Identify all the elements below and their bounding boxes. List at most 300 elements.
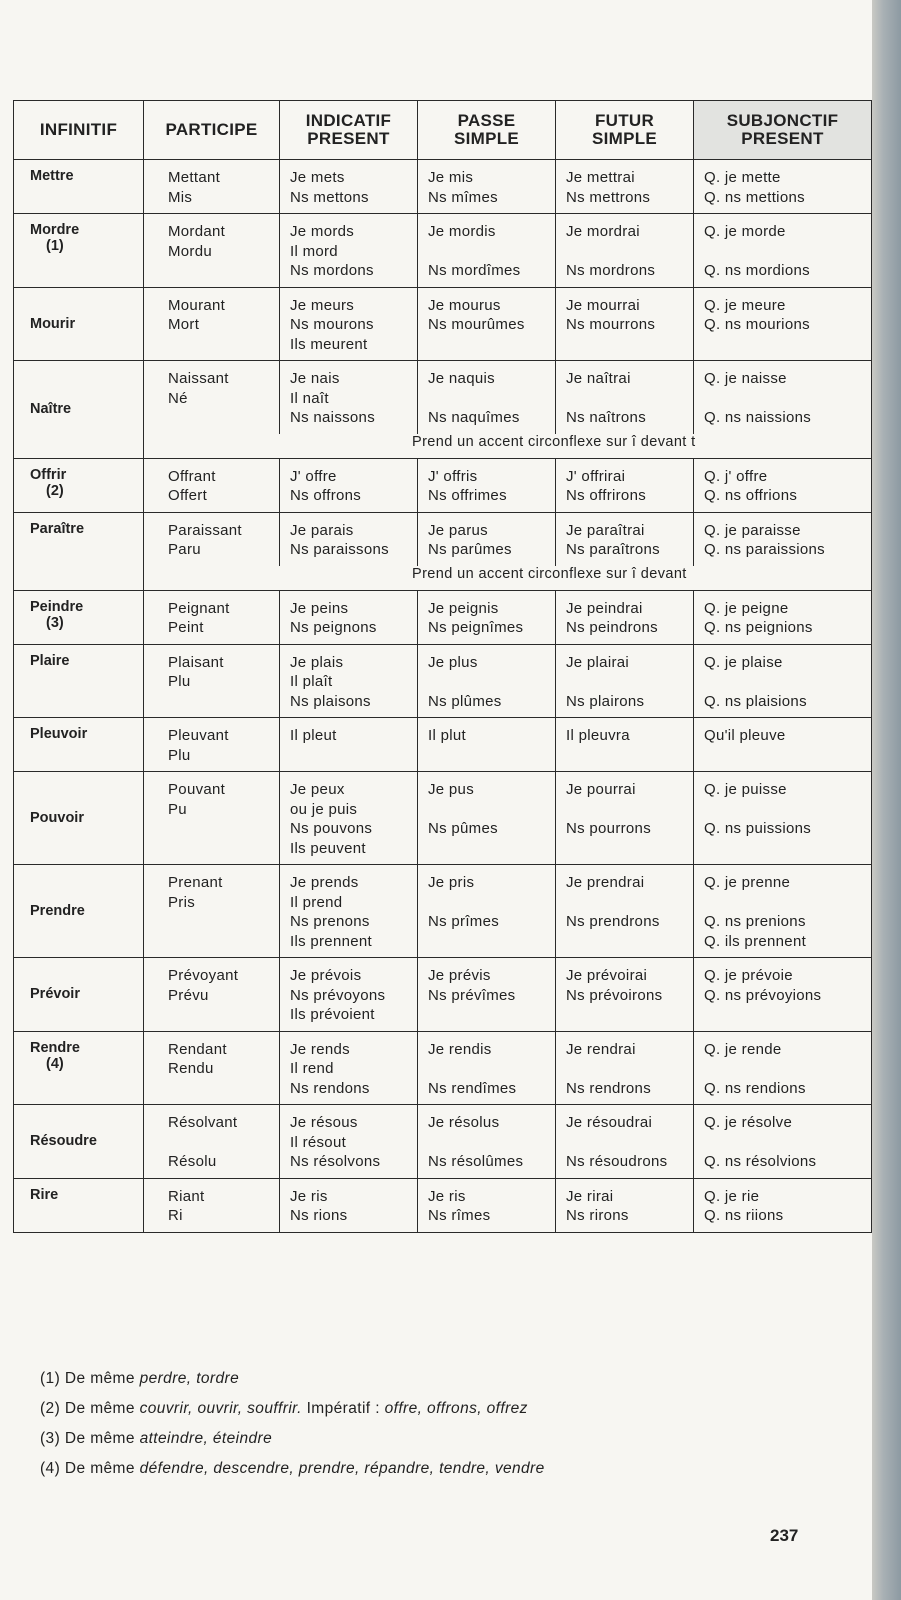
indicatif-cell [280,214,418,288]
passe-form: Ns résolûmes [428,1153,524,1170]
participe-cell [144,958,280,1032]
futur-cell [556,590,694,644]
verb-infinitive: Rire [30,1186,59,1203]
verb-infinitive: Peindre [30,598,84,615]
table-row [14,590,872,644]
indicatif-form: Ns mettons [290,188,369,206]
table-body [14,160,872,1233]
participe-cell [144,1031,280,1105]
participe-form: Offrant [168,467,216,485]
infinitif-cell [14,718,144,772]
indicatif-form: Je meurs [290,296,355,314]
participe-form: Rendant [168,1040,227,1058]
indicatif-form: Je rends [290,1040,350,1058]
indicatif-cell [280,772,418,865]
footnote-prefix: De même [64,1460,135,1477]
indicatif-form: Il naît [290,389,329,407]
subjonctif-form [704,1133,871,1153]
subjonctif-cell [694,512,872,566]
header-futur-line: FUTUR [594,111,655,130]
footnote [40,1454,545,1484]
subjonctif-form: Q. je morde [704,223,786,240]
footnote-mark: (2) [40,1400,61,1417]
futur-form: Ns mordrons [566,262,656,279]
header-futur [556,101,694,160]
passe-form: Je parus [428,521,488,539]
subjonctif-cell [694,644,872,718]
futur-form: Ns offrirons [566,487,647,504]
accent-note: Prend un accent circonflexe sur î devant [144,566,872,591]
participe-form: Pleuvant [168,727,229,744]
infinitif-cell [14,160,144,214]
indicatif-form: Ns naissons [290,409,376,426]
table-row [14,644,872,718]
indicatif-cell [280,361,418,434]
subjonctif-cell [694,160,872,214]
indicatif-form: Ns rions [290,1207,348,1224]
footnote-prefix: De même [64,1430,135,1447]
passe-cell [418,1178,556,1232]
indicatif-form: Ns prévoyons [290,986,386,1004]
infinitif-cell [14,958,144,1032]
passe-cell [418,958,556,1032]
participe-form: Mis [168,188,193,206]
passe-form: Je plus [428,653,478,671]
passe-cell [418,361,556,434]
participe-form: Plu [168,673,191,690]
table-row [14,287,872,361]
footnote-mark: (1) [40,1370,61,1387]
footnote-prefix: De même [64,1370,135,1387]
footnote-rest: Impératif : [306,1400,380,1417]
passe-form: Je mourus [428,296,501,314]
footnote-mark: (4) [40,1460,61,1477]
passe-form: Ns offrimes [428,487,507,504]
subjonctif-form: Q. je résolve [704,1114,793,1131]
futur-cell [556,287,694,361]
passe-form [428,1133,555,1153]
indicatif-cell [280,160,418,214]
indicatif-form: Je plais [290,653,344,671]
futur-form: Ns pourrons [566,820,652,837]
participe-cell [144,160,280,214]
subjonctif-form: Qu'il pleuve [704,727,786,744]
verb-infinitive: Pleuvoir [30,726,88,742]
verb-infinitive: Résoudre [30,1133,97,1150]
header-passe [418,101,556,160]
futur-cell [556,361,694,434]
subjonctif-form: Q. je rie [704,1187,760,1205]
indicatif-form: Ns mordons [290,262,374,279]
futur-cell [556,160,694,214]
indicatif-form: Ils prennent [290,932,372,950]
footnote-verbs: perdre, tordre [139,1370,240,1387]
participe-form: Rendu [168,1060,214,1077]
futur-form: Ns paraîtrons [566,541,660,558]
participe-cell [144,772,280,865]
footnotes [40,1364,545,1484]
futur-cell [556,644,694,718]
indicatif-cell [280,458,418,512]
verb-infinitive: Mettre [30,168,74,184]
futur-form: Je naîtrai [566,370,631,387]
futur-form: Je mettrai [566,169,635,186]
subjonctif-form: Q. ns puissions [704,820,812,837]
participe-cell [144,718,280,772]
passe-cell [418,590,556,644]
indicatif-form: Ns résolvons [290,1153,381,1170]
futur-cell [556,458,694,512]
participe-form: Prenant [168,874,223,891]
futur-form: Je pourrai [566,781,636,798]
participe-form: Pu [168,800,187,818]
infinitif-cell [14,512,144,590]
subjonctif-form: Q. ils prennent [704,932,807,950]
subjonctif-form: Q. ns paraissions [704,541,825,558]
footnote [40,1424,545,1454]
table-row [14,361,872,434]
header-passe-line: PASSE [457,111,516,130]
futur-cell [556,1031,694,1105]
indicatif-form: Il rend [290,1060,334,1077]
subjonctif-form [704,389,871,409]
verb-infinitive: Rendre [30,1039,80,1056]
subjonctif-form: Q. ns mettions [704,188,805,206]
subjonctif-form: Q. je puisse [704,781,787,798]
indicatif-form: Il prend [290,893,343,911]
passe-form [428,389,555,409]
participe-form [168,1133,279,1153]
passe-form: Je résolus [428,1114,500,1131]
participe-cell [144,865,280,958]
futur-form: Je rendrai [566,1040,636,1058]
subjonctif-form: Q. je paraisse [704,521,801,539]
indicatif-form: Je résous [290,1114,358,1131]
conjugation-table [13,100,872,1233]
footnote-ref: (2) [46,482,64,499]
passe-cell [418,718,556,772]
futur-form [566,389,693,409]
indicatif-form: Ns plaisons [290,692,371,710]
subjonctif-form [704,893,871,913]
passe-form: Ns rendîmes [428,1079,517,1097]
passe-cell [418,512,556,566]
header-indicatif-line: PRESENT [307,129,390,148]
futur-form: Je mourrai [566,296,640,314]
infinitif-cell [14,458,144,512]
infinitif-cell [14,287,144,361]
header-participe [144,101,280,160]
verb-infinitive: Paraître [30,520,85,537]
passe-form: Ns mourûmes [428,316,525,333]
subjonctif-form: Q. ns mourions [704,316,810,333]
futur-form: Ns rirons [566,1207,629,1224]
futur-form: Ns prendrons [566,913,660,930]
subjonctif-form: Q. ns prenions [704,913,806,930]
table-row [14,160,872,214]
infinitif-cell [14,644,144,718]
table-row [14,1178,872,1232]
passe-form: J' offris [428,467,478,485]
indicatif-form: Je nais [290,370,340,387]
indicatif-form: Je ris [290,1187,328,1205]
futur-form: J' offrirai [566,467,626,485]
participe-form: Mort [168,316,200,333]
indicatif-form: Je prends [290,874,359,891]
subjonctif-form: Q. ns peignions [704,619,813,636]
futur-form [566,242,693,262]
indicatif-form: Ns mourons [290,316,374,333]
futur-form: Je rirai [566,1187,614,1205]
indicatif-form: Ils peuvent [290,839,366,857]
indicatif-form: Ns paraissons [290,541,389,558]
passe-form: Ns rîmes [428,1207,491,1224]
subjonctif-form: Q. je peigne [704,599,789,617]
passe-form: Je peignis [428,599,499,617]
subjonctif-form: Q. ns offrions [704,487,798,504]
indicatif-form: Il plaît [290,673,333,690]
accent-note: Prend un accent circonflexe sur î devant t [144,434,872,459]
header-subjonctif-line: SUBJONCTIF [726,111,839,130]
futur-form: Ns prévoirons [566,986,663,1004]
passe-form: Il plut [428,727,466,744]
header-subjonctif [694,101,872,160]
footnote [40,1394,545,1424]
indicatif-cell [280,865,418,958]
infinitif-cell [14,590,144,644]
subjonctif-form: Q. ns résolvions [704,1153,817,1170]
indicatif-form: Ils prévoient [290,1006,375,1023]
verb-infinitive: Plaire [30,652,70,669]
verb-infinitive: Mordre [30,222,80,238]
table-row [14,458,872,512]
passe-form: Ns prévîmes [428,986,516,1004]
subjonctif-form: Q. ns mordions [704,262,810,279]
indicatif-form: Ns peignons [290,619,377,636]
indicatif-form: Je mords [290,223,355,240]
participe-form: Résolvant [168,1114,238,1131]
footnote-mark: (3) [40,1430,61,1447]
footnote-ref: (4) [46,1055,64,1072]
passe-form [428,1059,555,1079]
subjonctif-cell [694,1178,872,1232]
infinitif-cell [14,214,144,288]
verb-infinitive: Prendre [30,903,85,919]
subjonctif-cell [694,458,872,512]
subjonctif-cell [694,214,872,288]
participe-form: Né [168,389,188,407]
futur-form: Ns plairons [566,692,645,710]
futur-form [566,1133,693,1153]
passe-form: Je pris [428,874,475,891]
futur-form: Ns peindrons [566,619,658,636]
subjonctif-form [704,1059,871,1079]
passe-form [428,672,555,692]
passe-form: Ns prîmes [428,913,500,930]
infinitif-cell [14,1105,144,1179]
infinitif-cell [14,772,144,865]
participe-form: Prévu [168,986,209,1004]
subjonctif-form: Q. ns prévoyions [704,986,822,1004]
indicatif-form: ou je puis [290,800,358,818]
passe-form: Ns plûmes [428,692,502,710]
passe-cell [418,1031,556,1105]
passe-form: Ns pûmes [428,820,498,837]
participe-form: Pouvant [168,781,226,798]
passe-form: Ns naquîmes [428,409,520,426]
passe-form: Ns mîmes [428,188,498,206]
subjonctif-cell [694,718,872,772]
table-row [14,958,872,1032]
subjonctif-cell [694,287,872,361]
indicatif-cell [280,1031,418,1105]
subjonctif-form: Q. ns naissions [704,409,812,426]
participe-form: Naissant [168,370,229,387]
participe-cell [144,458,280,512]
futur-form: Je prendrai [566,874,645,891]
futur-cell [556,214,694,288]
indicatif-form: Ns prenons [290,913,370,930]
passe-form: Je rendis [428,1040,492,1058]
futur-form: Ns mourrons [566,316,656,333]
indicatif-form: Il pleut [290,727,337,744]
infinitif-cell [14,361,144,459]
verb-infinitive: Offrir [30,466,67,483]
futur-form [566,672,693,692]
futur-form: Je mordrai [566,223,640,240]
subjonctif-cell [694,361,872,434]
indicatif-cell [280,1178,418,1232]
futur-cell [556,958,694,1032]
passe-form [428,893,555,913]
footnote-verbs: défendre, descendre, prendre, répandre, tendre, vendre [139,1460,545,1477]
passe-form [428,242,555,262]
subjonctif-form [704,672,871,692]
indicatif-form: Je parais [290,521,354,539]
subjonctif-cell [694,1031,872,1105]
verb-infinitive: Mourir [30,315,76,332]
indicatif-cell [280,512,418,566]
passe-cell [418,865,556,958]
futur-form: Je paraîtrai [566,521,645,539]
indicatif-form: Je peins [290,599,349,617]
passe-form: Je ris [428,1187,466,1205]
header-row [14,101,872,160]
indicatif-form: Je mets [290,169,345,186]
page-number: 237 [770,1526,799,1545]
header-indicatif-line: INDICATIF [305,111,392,130]
passe-cell [418,160,556,214]
futur-form [566,800,693,820]
footnote-ref: (1) [46,238,64,254]
futur-cell [556,772,694,865]
participe-form: Résolu [168,1153,217,1170]
indicatif-form: Ns rendons [290,1079,370,1097]
header-subjonctif-line: PRESENT [741,129,824,148]
subjonctif-form: Q. je prenne [704,874,791,891]
header-futur-line: SIMPLE [591,129,658,148]
footnote-rest-italic: offre, offrons, offrez [384,1400,528,1417]
participe-form: Paraissant [168,521,242,539]
participe-form: Peignant [168,599,230,617]
participe-cell [144,361,280,434]
indicatif-form: Ns offrons [290,487,362,504]
participe-form: Paru [168,541,201,558]
indicatif-cell [280,287,418,361]
passe-cell [418,287,556,361]
participe-form: Pris [168,893,196,911]
subjonctif-form: Q. je plaise [704,653,783,671]
subjonctif-cell [694,958,872,1032]
passe-form: Ns parûmes [428,541,512,558]
indicatif-form: J' offre [290,467,337,485]
passe-form: Je pus [428,781,474,798]
subjonctif-form: Q. je meure [704,296,786,314]
verb-infinitive: Prévoir [30,986,80,1003]
subjonctif-cell [694,865,872,958]
participe-cell [144,1178,280,1232]
participe-cell [144,590,280,644]
participe-cell [144,287,280,361]
futur-form: Je résoudrai [566,1114,653,1131]
passe-cell [418,772,556,865]
participe-form: Mordu [168,242,213,260]
indicatif-form: Il résout [290,1133,347,1151]
footnote-verbs: atteindre, éteindre [139,1430,273,1447]
footnote-ref: (3) [46,614,64,631]
participe-form: Prévoyant [168,967,239,984]
participe-cell [144,1105,280,1179]
indicatif-cell [280,718,418,772]
table-row [14,772,872,865]
header-infinitif [14,101,144,160]
indicatif-cell [280,644,418,718]
indicatif-form: Ns pouvons [290,820,373,837]
futur-cell [556,1105,694,1179]
participe-form: Riant [168,1187,205,1205]
subjonctif-form [704,242,871,262]
futur-form: Ns résoudrons [566,1153,668,1170]
verb-infinitive: Pouvoir [30,810,84,826]
subjonctif-form: Q. je prévoie [704,967,793,984]
futur-form: Ns rendrons [566,1079,652,1097]
infinitif-cell [14,865,144,958]
table-row [14,865,872,958]
header-participe-line: PARTICIPE [165,120,258,139]
participe-form: Offert [168,487,208,504]
verb-infinitive: Naître [30,401,72,418]
futur-form [566,893,693,913]
passe-form [428,800,555,820]
passe-form: Je naquis [428,370,495,387]
passe-cell [418,458,556,512]
participe-form: Plaisant [168,653,224,671]
passe-form: Ns mordîmes [428,262,521,279]
table-row [14,1105,872,1179]
indicatif-form: Je prévois [290,967,362,984]
futur-form [566,1059,693,1079]
futur-cell [556,865,694,958]
table-row [14,512,872,566]
subjonctif-cell [694,772,872,865]
passe-form: Je mis [428,169,474,186]
footnote [40,1364,545,1394]
passe-form: Je prévis [428,967,491,984]
subjonctif-form: Q. ns rendions [704,1079,806,1097]
header-passe-line: SIMPLE [453,129,520,148]
subjonctif-form: Q. ns riions [704,1207,784,1224]
subjonctif-form: Q. je mette [704,169,781,186]
